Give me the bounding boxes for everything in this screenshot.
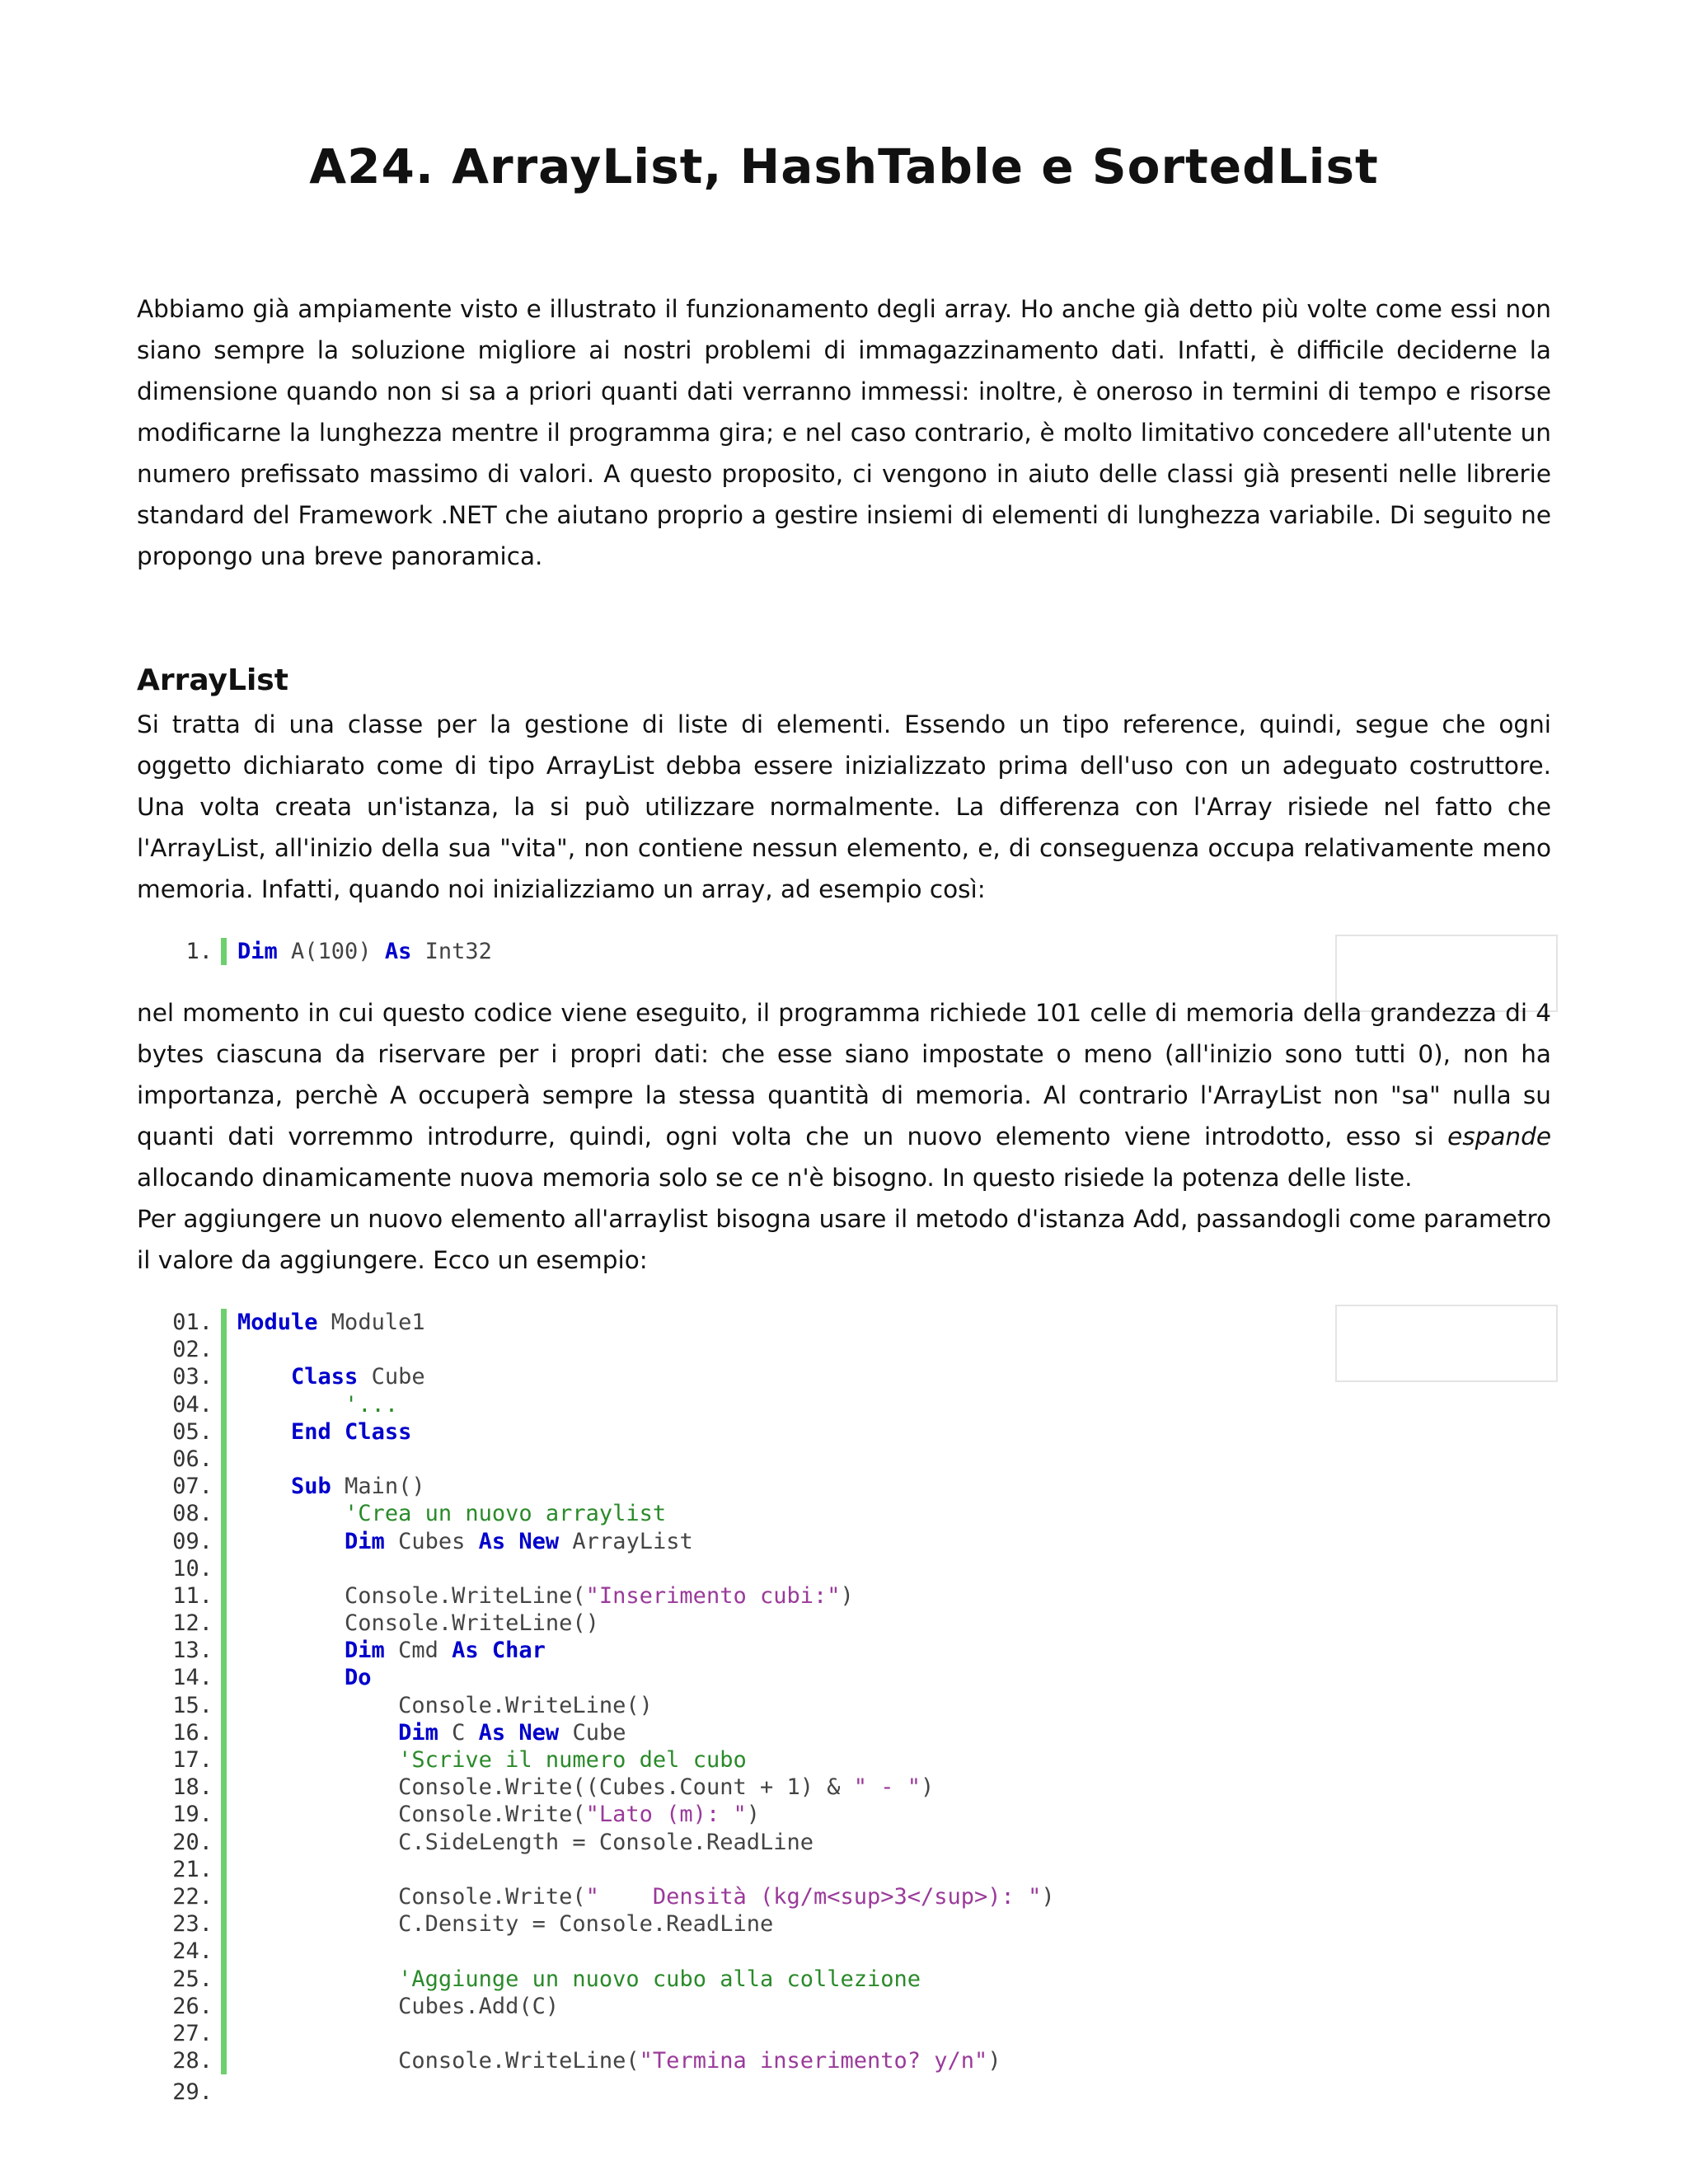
code-string: " Densità (kg/m<sup>3</sup>): "	[585, 1883, 1042, 1910]
code-token	[237, 1419, 291, 1445]
code-text	[237, 1664, 372, 1691]
gutter-bar	[221, 1664, 227, 1691]
code-keyword: Sub	[291, 1474, 331, 1500]
code-token: Console.WriteLine()	[237, 1692, 653, 1718]
code-line	[137, 1473, 1551, 1500]
code-token: Cube	[559, 1719, 626, 1746]
code-text	[237, 1966, 921, 1993]
code-line	[137, 1966, 1551, 1993]
line-number: 28.	[172, 2048, 213, 2074]
code-token	[237, 1720, 398, 1746]
line-number: 10.	[172, 1555, 213, 1582]
code-line	[137, 1500, 1551, 1527]
code-comment: 'Scrive il numero del cubo	[398, 1747, 747, 1773]
code-text	[237, 1309, 425, 1336]
line-number: 09.	[172, 1528, 213, 1554]
code-line	[137, 1938, 1551, 1965]
gutter-bar	[221, 1774, 227, 1801]
code-text	[237, 1418, 411, 1446]
code-text	[237, 1993, 559, 2020]
code-text	[237, 1801, 760, 1828]
line-number: 20.	[172, 1829, 213, 1855]
line-number: 15.	[172, 1692, 213, 1718]
line-number: 22.	[172, 1883, 213, 1910]
code-line	[137, 1610, 1551, 1637]
code-token: Cubes.Add(C)	[237, 1993, 560, 2019]
code-token	[237, 1747, 398, 1773]
line-number: 24.	[172, 1938, 213, 1965]
code-line	[137, 1801, 1551, 1828]
code-token	[237, 1364, 291, 1390]
code-keyword: Dim	[237, 939, 278, 964]
paragraph-text: nel momento in cui questo codice viene eseguito, il programma richiede 101 celle di memoria della grandezza di 4 bytes ciascuna da riservare per i propri dati: che esse siano impostate o meno (all'inizio sono tutti 0), non ha importanza, perchè A occuperà sempre la stessa quantità di memoria. Al contrario l'ArrayList non "sa" nulla su quanti dati vorremmo introdurre, quindi, ogni volta che un nuovo elemento viene introdotto, esso si	[137, 999, 1551, 1151]
code-line	[137, 2020, 1551, 2047]
gutter-bar	[221, 1719, 227, 1746]
line-number: 18.	[172, 1774, 213, 1801]
code-string: " - "	[853, 1774, 921, 1801]
code-line	[137, 1883, 1551, 1910]
code-text	[237, 1829, 814, 1856]
code-token: A(100)	[277, 939, 385, 964]
code-text	[237, 1500, 666, 1527]
code-token: )	[746, 1802, 760, 1828]
gutter-bar	[221, 1336, 227, 1363]
code-token: Cmd	[384, 1638, 452, 1664]
gutter-bar	[221, 1555, 227, 1582]
code-line	[137, 1746, 1551, 1774]
code-keyword: Class	[291, 1364, 359, 1390]
gutter-bar	[221, 1993, 227, 2020]
code-token: Console.WriteLine(	[237, 1582, 586, 1609]
code-line	[137, 1692, 1551, 1719]
gutter-bar	[221, 1692, 227, 1719]
emphasis-text: espande	[1447, 1122, 1551, 1151]
code-token	[237, 1665, 345, 1690]
code-line	[137, 1774, 1551, 1801]
code-text	[237, 1610, 599, 1637]
code-string: "Lato (m): "	[585, 1802, 747, 1828]
line-number: 19.	[172, 1802, 213, 1828]
code-line	[137, 1582, 1551, 1610]
line-number: 17.	[172, 1747, 213, 1773]
line-number: 01.	[172, 1310, 213, 1335]
code-token: Console.WriteLine()	[237, 1610, 599, 1637]
code-text	[237, 1391, 398, 1418]
code-keyword: As New	[478, 1528, 560, 1554]
code-token	[237, 1392, 345, 1418]
code-token	[237, 1501, 345, 1526]
line-number: 21.	[172, 1856, 213, 1882]
code-keyword: Dim	[345, 1638, 385, 1664]
gutter-bar	[221, 1391, 227, 1418]
line-number: 08.	[172, 1501, 213, 1527]
code-line	[137, 2047, 1551, 2074]
gutter-bar	[221, 1801, 227, 1828]
code-token: Cubes	[384, 1528, 479, 1554]
code-token	[237, 1638, 345, 1663]
gutter-bar	[221, 1746, 227, 1774]
code-line	[137, 1829, 1551, 1856]
code-keyword: As	[384, 939, 412, 964]
code-line	[137, 1446, 1551, 1473]
code-token: )	[1041, 1883, 1055, 1910]
code-snippet-module	[137, 1309, 1551, 2074]
line-number: 07.	[172, 1474, 213, 1500]
intro-paragraph: Abbiamo già ampiamente visto e illustrato il funzionamento degli array. Ho anche già detto più volte come essi non siano sempre la soluzione migliore ai nostri problemi di immagazzinamento dati. Infatti, è difficile deciderne la dimensione quando non si sa a priori quanti dati verranno immessi: inoltre, è oneroso in termini di tempo e risorse modificarne la lunghezza mentre il programma gira; e nel caso contrario, è molto limitativo concedere all'utente un numero prefissato massimo di valori. A questo proposito, ci vengono in aiuto delle classi già presenti nelle librerie standard del Framework .NET che aiutano proprio a gestire insiemi di elementi di lunghezza variabile. Di seguito ne propongo una breve panoramica.	[137, 295, 1551, 570]
code-comment: '...	[345, 1391, 399, 1418]
gutter-bar	[221, 1446, 227, 1473]
code-keyword: Do	[345, 1665, 372, 1691]
code-token: )	[840, 1582, 854, 1609]
code-token: ArrayList	[559, 1528, 693, 1554]
gutter-bar	[221, 938, 227, 965]
code-token: Cube	[358, 1364, 425, 1390]
gutter-bar	[221, 2047, 227, 2074]
code-token: Console.Write(	[237, 1883, 586, 1910]
code-token: )	[987, 2048, 1001, 2074]
line-number: 11.	[172, 1582, 213, 1609]
line-number: 26.	[172, 1993, 213, 2019]
code-token: C.SideLength = Console.ReadLine	[237, 1829, 814, 1855]
line-number: 12.	[172, 1610, 213, 1637]
code-line	[137, 1664, 1551, 1691]
line-number: 1.	[185, 939, 213, 964]
code-token: C.Density = Console.ReadLine	[237, 1911, 774, 1938]
arraylist-paragraph-2	[137, 992, 1551, 1198]
gutter-bar	[221, 1473, 227, 1500]
page-title: A24. ArrayList, HashTable e SortedList	[309, 138, 1379, 194]
code-keyword: Module	[237, 1310, 318, 1335]
code-line	[137, 1391, 1551, 1418]
line-number: 06.	[172, 1446, 213, 1472]
gutter-bar	[221, 1610, 227, 1637]
code-string: "Inserimento cubi:"	[585, 1582, 841, 1609]
line-number: 02.	[172, 1337, 213, 1363]
line-number: 25.	[172, 1966, 213, 1992]
gutter-bar	[221, 1637, 227, 1664]
gutter-bar	[221, 1829, 227, 1856]
code-token: Main()	[331, 1474, 425, 1500]
code-line	[137, 1856, 1551, 1883]
code-comment: 'Crea un nuovo arraylist	[345, 1501, 667, 1527]
code-token	[237, 1966, 398, 1992]
arraylist-paragraph-3: Per aggiungere un nuovo elemento all'arraylist bisogna usare il metodo d'istanza Add, passandogli come parametro il valore da aggiungere. Ecco un esempio:	[137, 1205, 1551, 1274]
code-token: )	[921, 1774, 935, 1801]
code-text	[237, 1637, 546, 1664]
code-text	[237, 1473, 425, 1500]
code-line	[137, 1993, 1551, 2020]
code-text	[237, 1582, 854, 1610]
code-line	[137, 1528, 1551, 1555]
gutter-bar	[221, 2020, 227, 2047]
gutter-bar	[221, 1582, 227, 1610]
code-token: Console.Write((Cubes.Count + 1) &	[237, 1774, 854, 1801]
code-text	[237, 2047, 1001, 2074]
gutter-bar	[221, 1883, 227, 1910]
gutter-bar	[221, 1528, 227, 1555]
gutter-bar	[221, 1500, 227, 1527]
gutter-bar	[221, 1966, 227, 1993]
code-text	[237, 1528, 693, 1555]
line-number: 23.	[172, 1911, 213, 1938]
line-number: 04.	[172, 1391, 213, 1418]
code-token	[237, 1474, 291, 1499]
paragraph-text: allocando dinamicamente nuova memoria solo se ce n'è bisogno. In questo risiede la potenza delle liste.	[137, 1164, 1413, 1192]
section-heading-arraylist: ArrayList	[137, 663, 288, 697]
code-keyword: End Class	[291, 1418, 412, 1445]
code-text	[237, 1746, 747, 1774]
code-text	[237, 1719, 626, 1746]
gutter-bar	[221, 1910, 227, 1938]
code-token: Module1	[317, 1310, 425, 1335]
gutter-bar	[221, 1938, 227, 1965]
line-number-partial: 29.	[172, 2079, 213, 2105]
code-keyword: As New	[478, 1719, 560, 1746]
arraylist-paragraph-1: Si tratta di una classe per la gestione di liste di elementi. Essendo un tipo reference, quindi, segue che ogni oggetto dichiarato come di tipo ArrayList debba essere inizializzato prima dell'uso con un adeguato costruttore. Una volta creata un'istanza, la si può utilizzare normalmente. La differenza con l'Array risiede nel fatto che l'ArrayList, all'inizio della sua "vita", non contiene nessun elemento, e, di conseguenza occupa relativamente meno memoria. Infatti, quando noi inizializziamo un array, ad esempio così:	[137, 710, 1551, 903]
line-number: 27.	[172, 2020, 213, 2046]
code-keyword: Dim	[398, 1719, 438, 1746]
code-keyword: As Char	[452, 1638, 546, 1664]
code-line	[137, 1910, 1551, 1938]
gutter-bar	[221, 1856, 227, 1883]
gutter-bar	[221, 1363, 227, 1390]
code-token: Console.WriteLine(	[237, 2048, 640, 2074]
code-string: "Termina inserimento? y/n"	[639, 2048, 988, 2074]
code-token: Int32	[411, 939, 492, 964]
code-toolbar-box	[1335, 1305, 1558, 1382]
code-line	[137, 1555, 1551, 1582]
code-token	[237, 1529, 345, 1554]
code-text	[237, 1692, 653, 1719]
code-line	[137, 1637, 1551, 1664]
line-number: 14.	[172, 1665, 213, 1691]
line-number: 05.	[172, 1418, 213, 1445]
code-comment: 'Aggiunge un nuovo cubo alla collezione	[398, 1966, 921, 1992]
code-keyword: Dim	[345, 1528, 385, 1554]
line-number: 13.	[172, 1638, 213, 1664]
code-line	[137, 1719, 1551, 1746]
code-text	[237, 938, 492, 965]
gutter-bar	[221, 1418, 227, 1446]
line-number: 03.	[172, 1364, 213, 1390]
line-number: 16.	[172, 1719, 213, 1746]
code-text	[237, 1363, 425, 1390]
code-text	[237, 1883, 1055, 1910]
code-token: Console.Write(	[237, 1802, 586, 1828]
gutter-bar	[221, 1309, 227, 1336]
code-text	[237, 1774, 934, 1801]
code-text	[237, 1910, 773, 1938]
code-line	[137, 1418, 1551, 1446]
code-token: C	[438, 1719, 479, 1746]
